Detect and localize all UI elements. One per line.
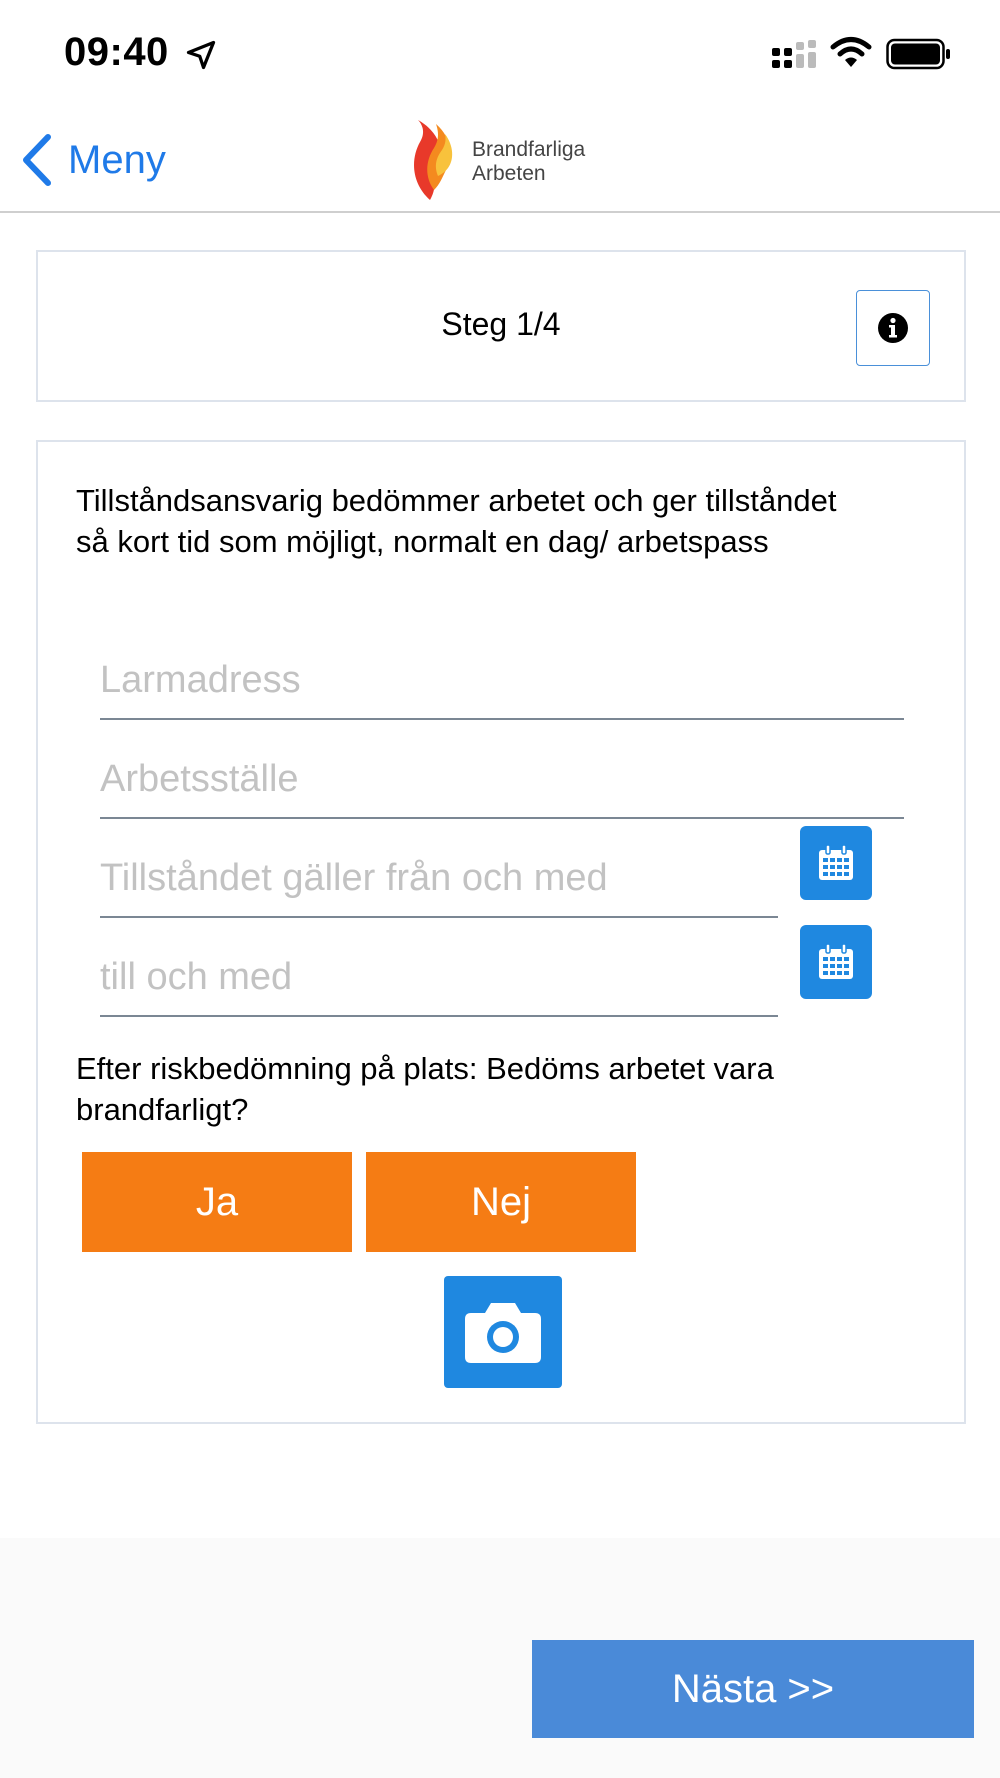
- yes-button[interactable]: Ja: [82, 1152, 352, 1252]
- step-title: Steg 1/4: [441, 306, 561, 342]
- status-time: 09:40: [64, 30, 169, 74]
- calendar-icon: [817, 943, 855, 981]
- footer-bar: [0, 1538, 1000, 1778]
- chevron-left-icon: [18, 133, 54, 187]
- to-date-field[interactable]: [100, 919, 778, 1017]
- flammability-question: Efter riskbedömning på plats: Bedöms arbetet vara brandfarligt?: [76, 1051, 774, 1127]
- back-menu-button[interactable]: [18, 130, 166, 190]
- permit-form-card: [36, 440, 966, 1424]
- wifi-icon: [830, 36, 872, 70]
- calendar-icon: [817, 844, 855, 882]
- arbetsstalle-input[interactable]: [100, 758, 904, 801]
- camera-button[interactable]: [444, 1276, 562, 1388]
- camera-icon: [463, 1299, 543, 1365]
- larmadress-input[interactable]: [100, 659, 904, 702]
- cellular-signal-icon: [772, 40, 816, 70]
- to-date-calendar-button[interactable]: [800, 925, 872, 999]
- next-button[interactable]: Nästa >>: [532, 1640, 974, 1738]
- intro-text: Tillståndsansvarig bedömmer arbetet och ger tillståndet så kort tid som möjligt, normalt en dag/ arbetspass: [76, 483, 837, 559]
- from-date-calendar-button[interactable]: [800, 826, 872, 900]
- info-icon: [876, 311, 910, 345]
- arbetsstalle-field[interactable]: [100, 721, 904, 819]
- logo-line-1: Brandfarliga: [472, 138, 586, 161]
- back-menu-label: Meny: [68, 137, 166, 182]
- logo-line-2: Arbeten: [472, 162, 546, 185]
- to-date-input[interactable]: [100, 956, 778, 999]
- location-arrow-icon: [186, 40, 216, 70]
- step-card: [36, 250, 966, 402]
- from-date-input[interactable]: [100, 857, 778, 900]
- no-button[interactable]: Nej: [366, 1152, 636, 1252]
- status-bar: [0, 0, 1000, 110]
- logo-text: [472, 138, 585, 186]
- app-logo: [408, 116, 608, 206]
- larmadress-field[interactable]: [100, 622, 904, 720]
- navigation-bar: [0, 110, 1000, 213]
- from-date-field[interactable]: [100, 820, 778, 918]
- info-button[interactable]: [856, 290, 930, 366]
- battery-icon: [886, 38, 952, 70]
- flame-icon: [408, 120, 460, 202]
